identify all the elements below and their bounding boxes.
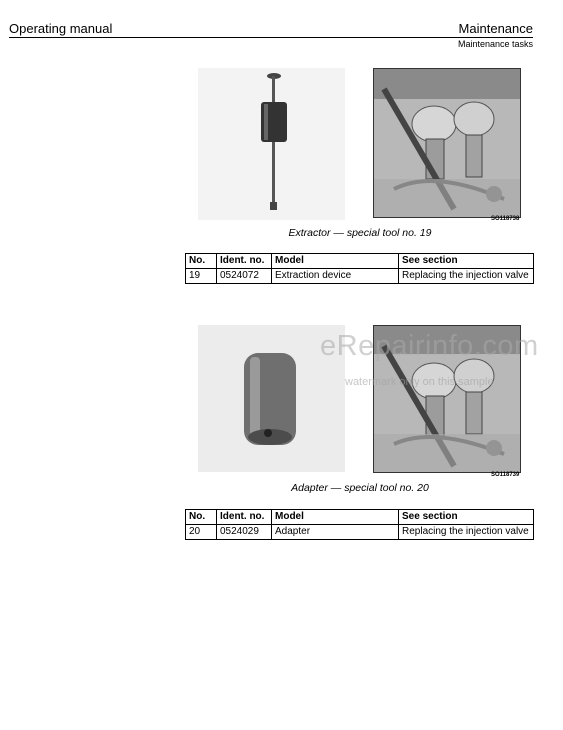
col-header-no: No. [186,254,217,269]
col-header-section: See section [399,510,534,525]
header-divider [9,37,533,38]
cell-section: Replacing the injection valve [399,525,534,540]
photo-code: SO118738 [491,216,520,222]
engine-photo-extractor [373,68,521,218]
watermark: eRepairinfo.com [320,330,539,362]
table-header-row [186,254,534,269]
col-header-section: See section [399,254,534,269]
cell-section: Replacing the injection valve [399,269,534,284]
section-title: Maintenance [458,21,533,36]
figure-caption: Extractor — special tool no. 19 [288,227,432,239]
table-header-row [186,510,534,525]
table-row [186,269,534,284]
cell-no: 20 [186,525,217,540]
cell-model: Extraction device [272,269,399,284]
col-header-ident: Ident. no. [217,510,272,525]
table-row [186,525,534,540]
figure-caption: Adapter — special tool no. 20 [291,482,429,494]
tool-table [185,253,534,284]
watermark-note: watermark only on this sample [345,376,494,388]
extractor-tool-image [198,68,345,220]
cell-no: 19 [186,269,217,284]
tool-table [185,509,534,540]
col-header-model: Model [272,254,399,269]
cell-ident: 0524029 [217,525,272,540]
col-header-model: Model [272,510,399,525]
section-subtitle: Maintenance tasks [457,39,533,49]
photo-code: SO118739 [491,472,520,478]
cell-model: Adapter [272,525,399,540]
col-header-ident: Ident. no. [217,254,272,269]
cell-ident: 0524072 [217,269,272,284]
document-title: Operating manual [9,21,113,36]
col-header-no: No. [186,510,217,525]
